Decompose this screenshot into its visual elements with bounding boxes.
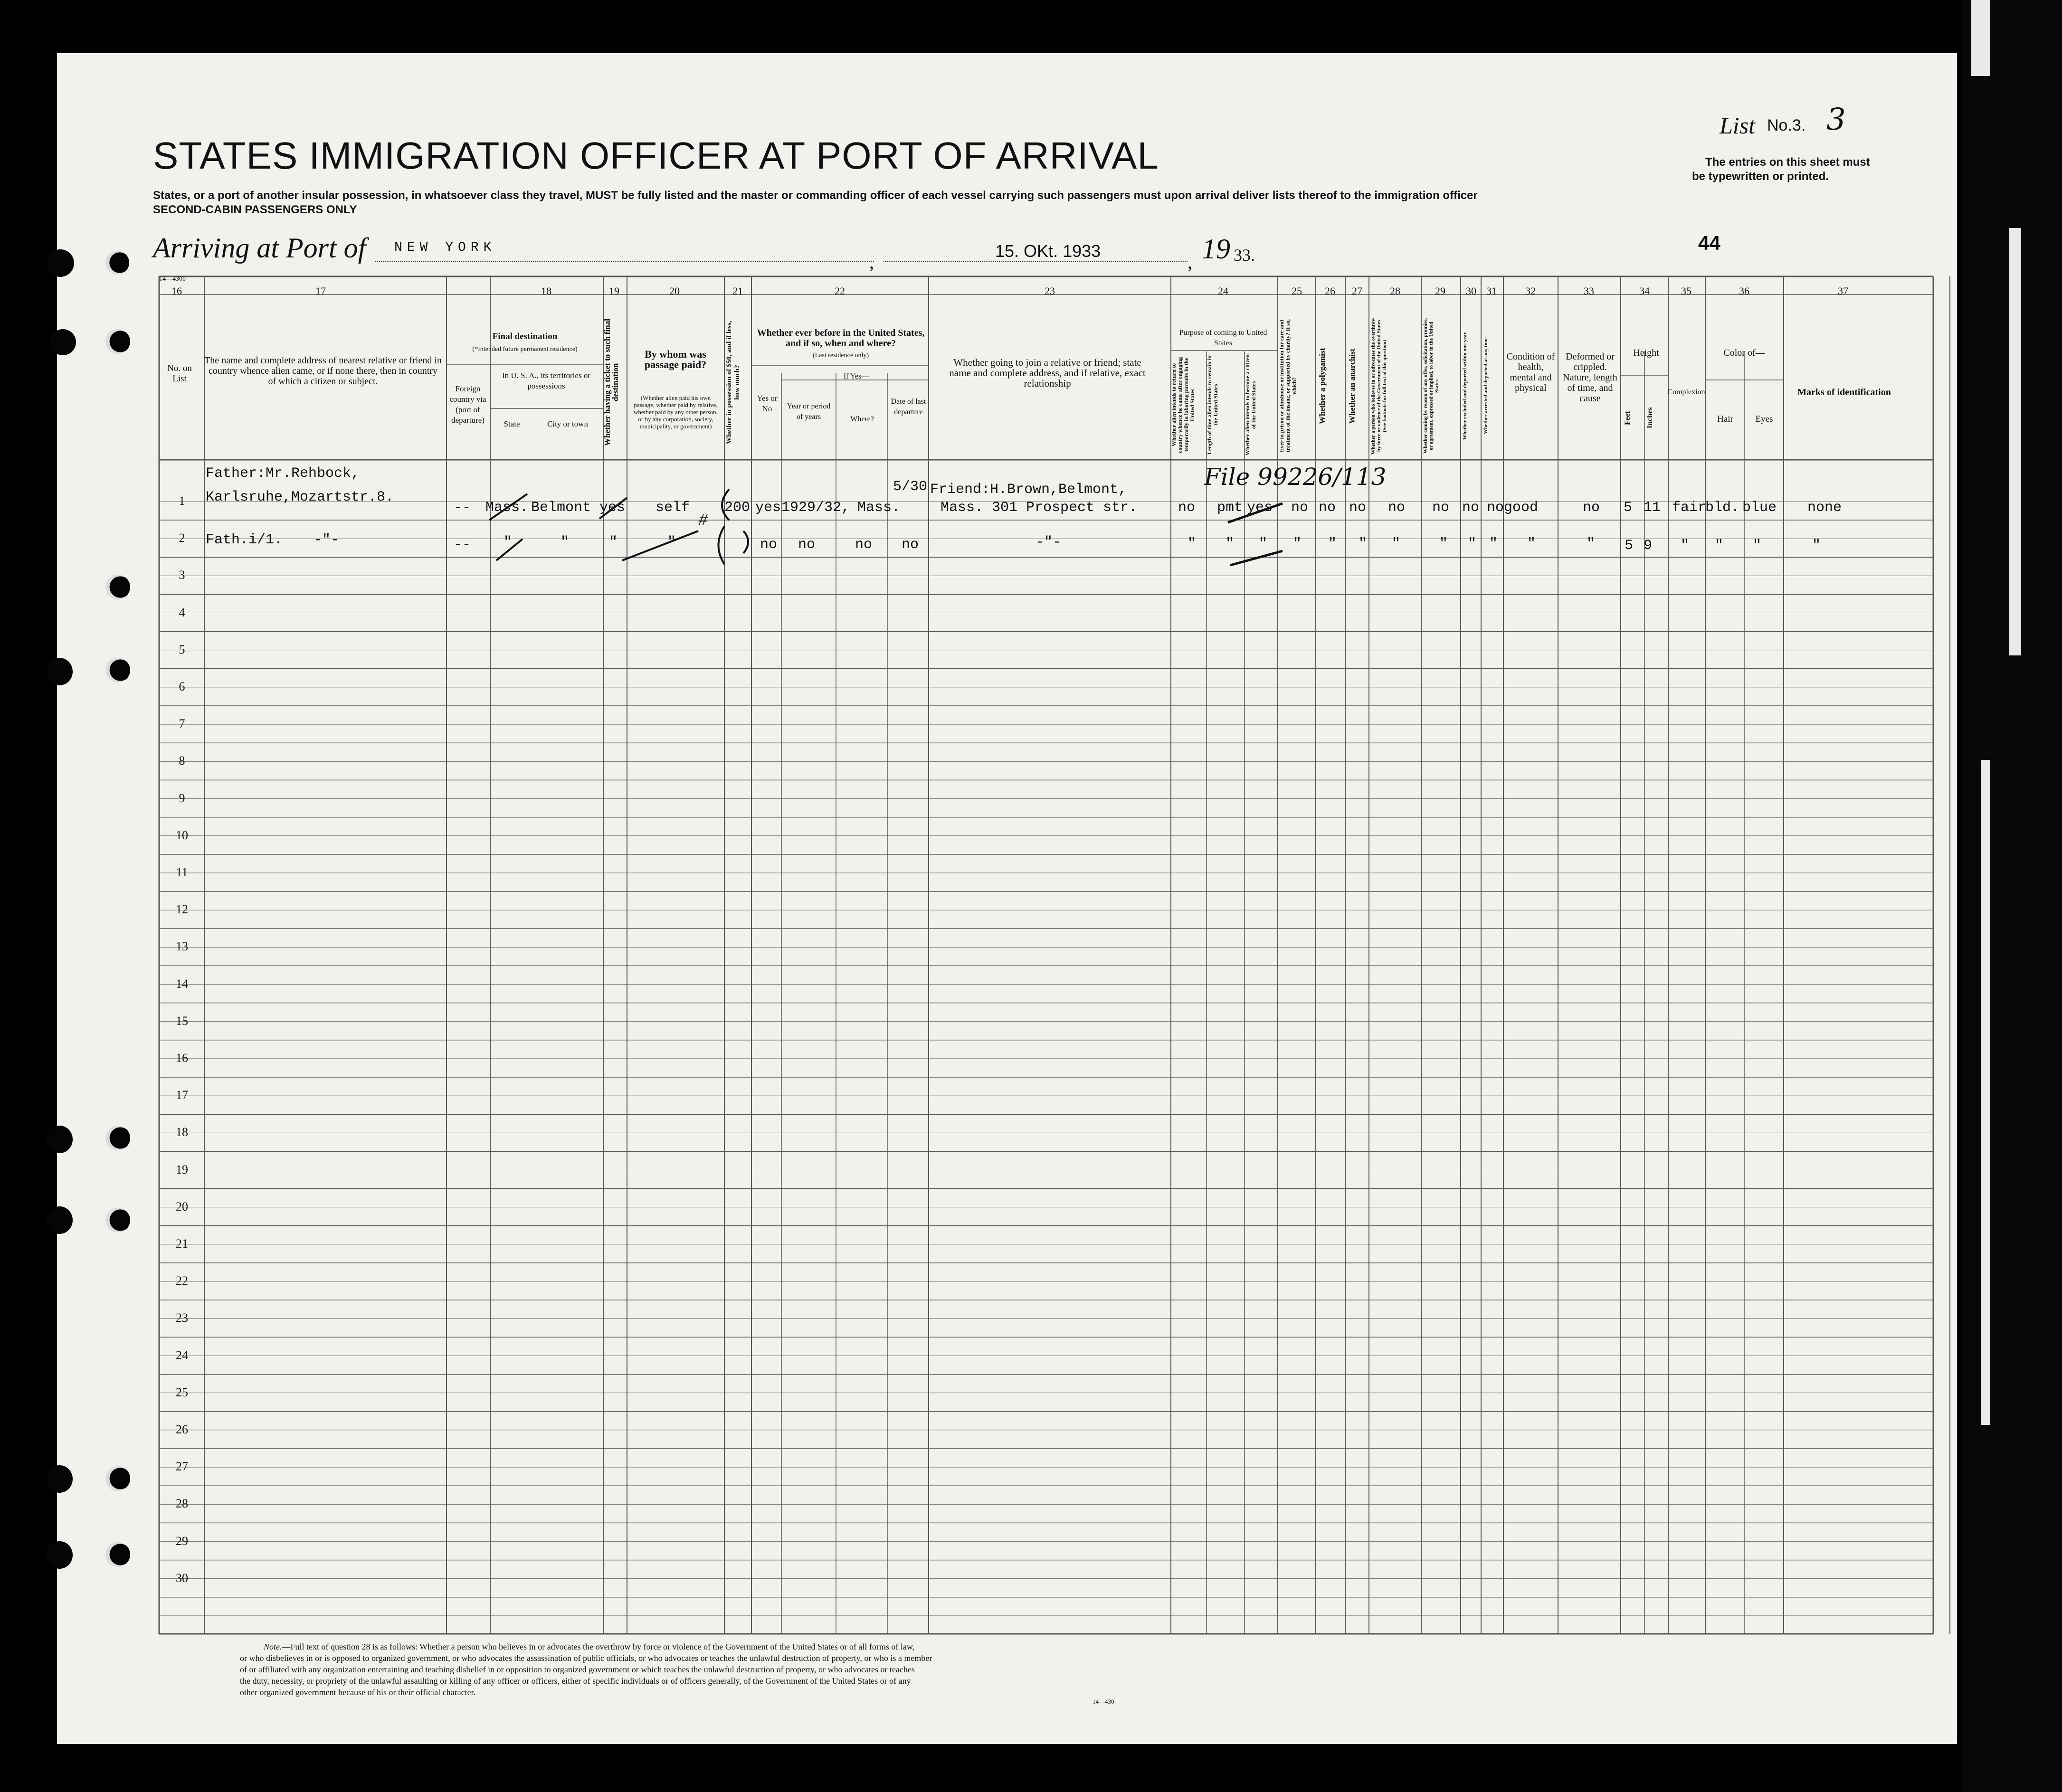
r2-ditto-ticket: ": [609, 534, 618, 550]
header-complexion: Complexion: [1667, 388, 1705, 396]
header-health: Condition of health, mental and physical: [1506, 351, 1555, 393]
r2-ditto-hair: ": [1715, 538, 1724, 554]
r1-deformed: no: [1583, 500, 1600, 516]
r2-ditto-purpose: ": [1188, 536, 1197, 552]
header-in-usa: In U. S. A., its territories or possessions: [502, 371, 591, 390]
r1-where: Mass.: [857, 500, 901, 516]
column-number-30: 30: [1466, 285, 1476, 297]
r2-ditto-state: ": [504, 534, 513, 550]
column-number-34: 34: [1639, 285, 1650, 297]
r1-ticket: yes: [599, 500, 626, 516]
header-polygamist: Whether a polygamist: [1318, 348, 1327, 424]
column-number-29: 29: [1435, 285, 1445, 297]
header-deformed: Deformed or crippled. Nature, length of time, and cause: [1563, 351, 1617, 404]
column-number-24: 24: [1218, 285, 1228, 297]
row-number-4: 4: [179, 605, 185, 619]
header-date-departure: Date of last departure: [891, 398, 926, 416]
instructions-text: States, or a port of another insular possession, in whatsoever class they travel, MUST be fully listed and the master or commanding officer of each vessel carrying such passengers must upon arrival deliver lists thereof to the immigration officer: [153, 189, 1478, 202]
header-no-on-list: No. on List: [167, 363, 192, 384]
row-number-10: 10: [176, 828, 188, 842]
row-number-27: 27: [176, 1460, 188, 1474]
header-final-dest-sub: (*Intended future permanent residence): [472, 346, 578, 353]
column-number-32: 32: [1525, 285, 1536, 297]
row-number-15: 15: [176, 1014, 188, 1028]
port-name: NEW YORK: [394, 240, 496, 255]
bracket-money-r2: [719, 526, 725, 564]
r2-ditto-deformed: ": [1587, 536, 1596, 552]
footnote-label: Note.: [264, 1642, 282, 1651]
r2-ditto-labor: ": [1439, 536, 1448, 552]
header-eyes: Eyes: [1755, 414, 1773, 424]
header-before-in-us: Whether ever before in the United States, and if so, when and where?: [757, 328, 925, 349]
header-state: State: [504, 419, 520, 428]
r2-ditto-city: ": [561, 534, 570, 550]
header-if-yes: If Yes—: [843, 372, 869, 380]
r2-ditto-citizen: ": [1259, 536, 1268, 552]
row-number-19: 19: [176, 1162, 188, 1176]
arriving-label: Arriving at Port of: [153, 232, 366, 264]
column-number-37: 37: [1838, 285, 1848, 297]
header-labor-offer: Whether coming by reason of any offer, solicitation, promise, or agreement, expressed or implied, to labor in the United States: [1423, 318, 1440, 454]
strike-ticket-r1: [599, 498, 627, 519]
r2-ditto-anarchist: ": [1359, 536, 1368, 552]
header-height: Height: [1633, 348, 1659, 358]
row-number-25: 25: [176, 1385, 188, 1399]
footnote-line: Note.—Full text of question 28 is as follows: Whether a person who believes in or advocates the overthrow by force or violence of the Government of the United States or of all forms of law,: [264, 1642, 915, 1651]
row-number-24: 24: [176, 1348, 188, 1362]
column-number-19: 19: [609, 285, 619, 297]
file-annotation: File 99226/113: [1204, 463, 1387, 491]
r1-state: Mass.: [485, 500, 529, 516]
row-number-18: 18: [176, 1125, 188, 1139]
r1-feet: 5: [1624, 500, 1633, 516]
strike-passage-r2: [622, 531, 698, 560]
r1-deported: no: [1487, 500, 1504, 516]
row-number-22: 22: [176, 1274, 188, 1288]
row-number-3: 3: [179, 568, 185, 582]
header-money: Whether in possession of $50, and if less, how much?: [725, 321, 741, 444]
column-number-28: 28: [1390, 285, 1400, 297]
page-number: 44: [1698, 232, 1720, 254]
row-number-30: 30: [176, 1571, 188, 1585]
row-number-6: 6: [179, 680, 185, 693]
header-excluded: Whether excluded and deported within one year: [1462, 332, 1468, 440]
header-final-destination: Final destination: [492, 332, 558, 341]
column-number-22: 22: [835, 285, 845, 297]
r1-citizen: yes: [1247, 500, 1273, 516]
row-number-12: 12: [176, 902, 188, 917]
column-number-26: 26: [1325, 285, 1335, 297]
r1-length: pmt: [1217, 500, 1243, 516]
footnote-line: other organized government because of his or their official character.: [240, 1688, 476, 1697]
r1-anarchist: no: [1349, 500, 1367, 516]
r1-overthrow: no: [1388, 500, 1406, 516]
r2-years: no: [798, 537, 816, 553]
r1-health: good: [1504, 500, 1539, 516]
r1-joining-line1: Friend:H.Brown,Belmont,: [930, 482, 1127, 498]
header-year: Year or period of years: [787, 402, 831, 421]
header-passage-sub: (Whether alien paid his own passage, whether paid by relative, whether paid by any other person, or by any corporation, society, municipality, or government): [634, 394, 718, 430]
r2-ditto-deported: ": [1489, 536, 1498, 552]
r1-money: 200: [724, 500, 751, 516]
strike-citizen-r1: [1228, 503, 1283, 522]
column-number-33: 33: [1584, 285, 1594, 297]
header-marks: Marks of identification: [1797, 387, 1891, 398]
year-prefix: 19: [1202, 233, 1230, 265]
list-no-label: No.3.: [1767, 116, 1806, 134]
bracket-money-r2-right: [743, 531, 748, 553]
row-number-9: 9: [179, 791, 185, 805]
list-label: List: [1720, 112, 1756, 139]
list-number: 3: [1826, 102, 1846, 137]
row-number-5: 5: [179, 642, 185, 656]
r2-ditto-eyes: ": [1753, 538, 1762, 554]
form-number: 14—430: [1093, 1698, 1114, 1705]
r2-ditto-prison: ": [1293, 536, 1302, 552]
r1-labor-offer: no: [1432, 500, 1450, 516]
strike-mass-r1: [489, 494, 527, 520]
row-number-21: 21: [176, 1237, 188, 1251]
r2-relative: Fath.i/1.: [206, 532, 283, 548]
header-relative: The name and complete address of nearest relative or friend in country whence alien came, or if none there, then in country of which a citizen or subject.: [204, 355, 442, 387]
r1-purpose-return: no: [1178, 500, 1196, 516]
row-number-16: 16: [176, 1051, 188, 1065]
header-color-of: Color of—: [1723, 348, 1765, 358]
bracket-money-r1: [722, 489, 729, 520]
header-before-sub: (Last residence only): [812, 352, 869, 359]
r1-polygamist: no: [1319, 500, 1336, 516]
header-overthrow: Whether a person who believes in or advocates the overthrow by force or violence of the Government of the United States (See footnote for full text of this question): [1370, 317, 1387, 455]
r1-departure: 5/30: [893, 479, 928, 495]
row-number-17: 17: [176, 1088, 188, 1102]
row-number-11: 11: [176, 865, 188, 879]
header-where: Where?: [850, 415, 874, 423]
footnote-line: or who disbelieves in or is opposed to organized government, or who advocates the assassination of public officials, or who advocates or teaches the unlawful destruction of property, or who is a member: [240, 1653, 932, 1663]
column-number-17: 17: [315, 285, 326, 297]
page-title: STATES IMMIGRATION OFFICER AT PORT OF ARRIVAL: [153, 134, 1159, 177]
r1-foreign: --: [454, 500, 471, 516]
r1-eyes: blue: [1742, 500, 1777, 516]
column-number-31: 31: [1486, 285, 1497, 297]
header-ticket: Whether having a ticket to such final destination: [603, 319, 620, 446]
header-feet: Feet: [1624, 411, 1632, 425]
header-deported: Whether arrested and deported at any time: [1483, 337, 1489, 435]
r2-ditto-length: ": [1226, 536, 1235, 552]
row-number-28: 28: [176, 1497, 188, 1511]
header-purpose: Purpose of coming to United States: [1179, 329, 1267, 347]
r1-passage: self: [656, 500, 690, 516]
r1-hair: bld.: [1705, 500, 1740, 516]
footnote-line: of or affiliated with any organization entertaining and teaching disbelief in or opposition to organized government or which teaches the unlawful destruction of property, or who advocates or teaches: [240, 1665, 915, 1674]
column-number-21: 21: [732, 285, 743, 297]
row-number-14: 14: [176, 977, 188, 991]
r2-ditto-complexion: ": [1681, 538, 1690, 554]
r2-ditto-polygamist: ": [1328, 536, 1337, 552]
header-passage-paid: By whom was passage paid?: [644, 348, 707, 370]
header-purpose-citizen: Whether alien intends to become a citizen of the United States: [1244, 354, 1257, 456]
r1-marks: none: [1807, 500, 1842, 516]
column-number-16: 16: [171, 285, 182, 297]
header-yes-no: Yes or No: [757, 394, 778, 413]
r1-city: Belmont: [531, 500, 591, 516]
footnote-line: the duty, necessity, or propriety of the unlawful assaulting or killing of any officer or officers, either of specific individuals or of officers generally, of the Government of the United States or of any: [240, 1676, 911, 1686]
header-purpose-return: Whether alien intends to return to country whence he came after engaging temporarily in laboring pursuits in the United States: [1170, 357, 1196, 453]
row-number-7: 7: [179, 717, 185, 731]
column-number-18: 18: [541, 285, 551, 297]
r1-relative-line1: Father:Mr.Rehbock,: [206, 465, 360, 482]
r2-ditto-excluded: ": [1468, 536, 1477, 552]
strike-mass-r2: [496, 539, 523, 560]
date-stamp: 15. OKt. 1933: [995, 241, 1101, 261]
class-line: SECOND-CABIN PASSENGERS ONLY: [153, 203, 357, 216]
r1-excluded: no: [1462, 500, 1480, 516]
r2-departure: no: [902, 537, 919, 553]
strike-citizen-r2: [1230, 551, 1283, 565]
row-number-2: 2: [179, 531, 185, 545]
column-number-20: 20: [669, 285, 680, 297]
header-anarchist: Whether an anarchist: [1348, 348, 1357, 424]
form-ref: 14—430b: [159, 275, 186, 283]
r2-hash-mark: #: [698, 512, 708, 530]
header-prison: Ever in prison or almshouse or institution for care and treatment of the insane, or supported by charity? If so, which?: [1278, 319, 1297, 453]
r2-feet: 5: [1625, 538, 1634, 554]
r1-complexion: fair: [1672, 500, 1707, 516]
r2-where: no: [855, 537, 873, 553]
r2-relative-ditto: -"-: [314, 532, 340, 548]
column-number-25: 25: [1292, 285, 1302, 297]
r2-ditto-marks: ": [1812, 538, 1821, 554]
r1-before: yes: [755, 500, 781, 516]
header-inches: Inches: [1646, 407, 1654, 429]
row-number-23: 23: [176, 1311, 188, 1325]
r1-inches: 11: [1644, 500, 1661, 516]
header-purpose-length: Length of time alien intends to remain in the United States: [1206, 355, 1219, 455]
row-number-20: 20: [176, 1199, 188, 1214]
r2-ditto-health: ": [1527, 536, 1536, 552]
r1-years: 1929/32,: [781, 500, 850, 516]
entries-note: The entries on this sheet must: [1705, 156, 1870, 169]
row-number-1: 1: [179, 494, 185, 508]
column-number-35: 35: [1681, 285, 1691, 297]
r2-ditto-passage: ": [667, 534, 676, 550]
header-city: City or town: [547, 419, 588, 428]
column-number-27: 27: [1352, 285, 1362, 297]
header-foreign-country: Foreign country via (port of departure): [449, 384, 486, 425]
row-number-13: 13: [176, 939, 188, 954]
header-hair: Hair: [1717, 414, 1733, 424]
row-number-8: 8: [179, 754, 185, 768]
r2-ditto-overthrow: ": [1392, 536, 1401, 552]
r2-joining: -"-: [1036, 534, 1062, 550]
r1-relative-line2: Karlsruhe,Mozartstr.8.: [206, 489, 394, 505]
header-joining: Whether going to join a relative or friend; state name and complete address, and if relative, exact relationship: [949, 357, 1146, 389]
column-number-36: 36: [1739, 285, 1749, 297]
r2-before: no: [760, 537, 778, 553]
r2-inches: 9: [1644, 538, 1653, 554]
row-number-29: 29: [176, 1534, 188, 1548]
r2-foreign: --: [454, 537, 471, 553]
r1-prison: no: [1291, 500, 1309, 516]
r1-joining-line2: Mass. 301 Prospect str.: [941, 500, 1138, 516]
entries-note: be typewritten or printed.: [1692, 170, 1829, 183]
year-suffix: 33.: [1234, 246, 1255, 265]
column-number-23: 23: [1045, 285, 1055, 297]
row-number-26: 26: [176, 1422, 188, 1436]
